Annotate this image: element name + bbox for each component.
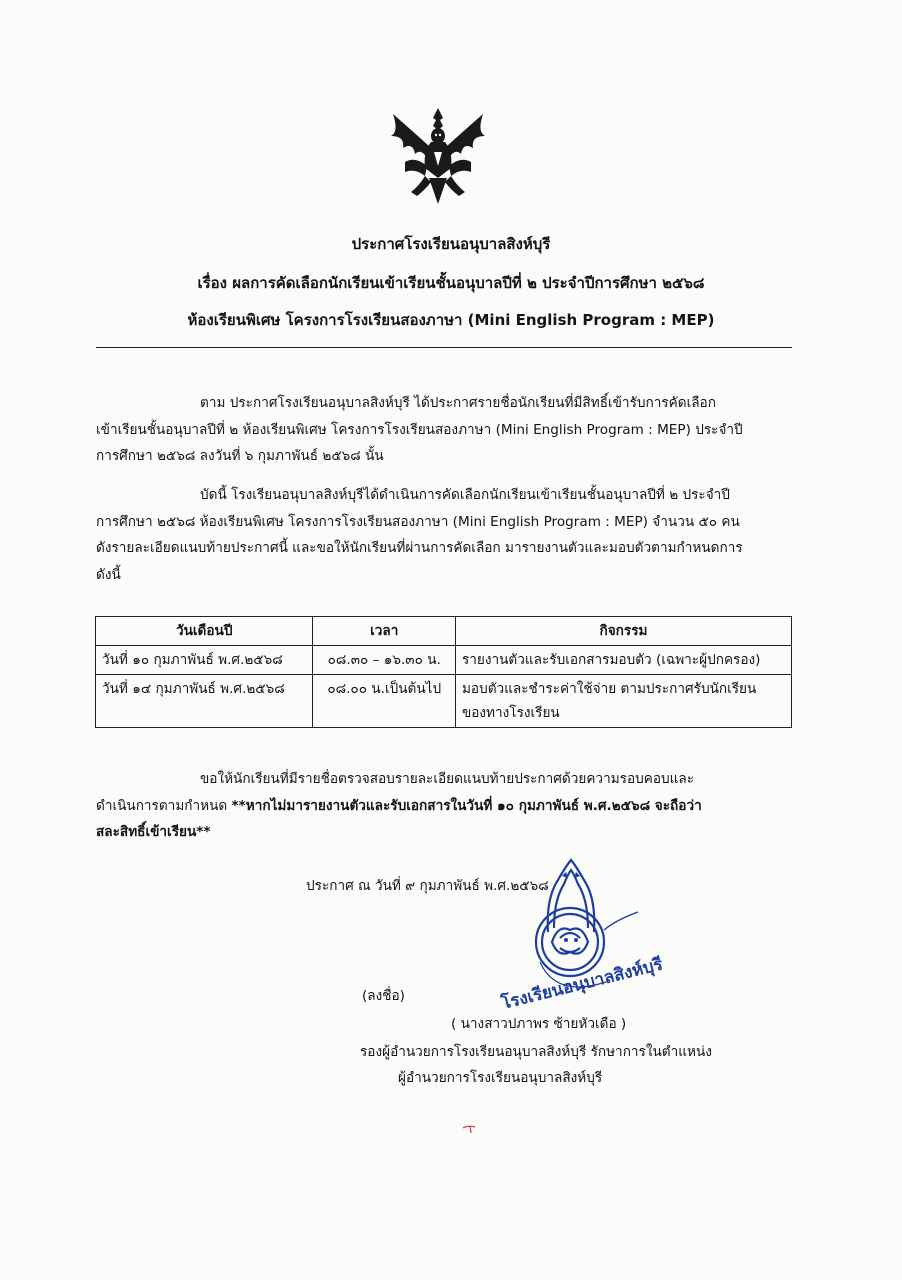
header-activity: กิจกรรม: [455, 617, 791, 646]
cell-activity: [455, 675, 791, 728]
header-time: เวลา: [313, 617, 455, 646]
paragraph-1-line: การศึกษา ๒๕๖๘ ลงวันที่ ๖ กุมภาพันธ์ ๒๕๖๘ นั้น: [96, 448, 384, 464]
paragraph-3-warning-text: **หากไม่มารายงานตัวและรับเอกสารในวันที่ ๑๐ กุมภาพันธ์ พ.ศ.๒๕๖๘ จะถือว่า: [231, 797, 702, 814]
announcement-title: ประกาศโรงเรียนอนุบาลสิงห์บุรี: [351, 235, 551, 253]
paragraph-2: [96, 482, 792, 588]
paragraph-2-line: ดังรายละเอียดแนบท้ายประกาศนี้ และขอให้นักเรียนที่ผ่านการคัดเลือก มารายงานตัวและมอบตัวตามกำหนดการ: [96, 540, 743, 556]
header-date: วันเดือนปี: [96, 617, 313, 646]
cell-activity-line: ของทางโรงเรียน: [461, 705, 560, 721]
paragraph-2-line: การศึกษา ๒๕๖๘ ห้องเรียนพิเศษ โครงการโรงเรียนสองภาษา (Mini English Program : MEP) จำนวน ๕๐ คน: [96, 513, 740, 530]
cell-date: วันที่ ๑๔ กุมภาพันธ์ พ.ศ.๒๕๖๘: [96, 675, 313, 728]
cell-date: วันที่ ๑๐ กุมภาพันธ์ พ.ศ.๒๕๖๘: [96, 646, 313, 675]
seal-text: โรงเรียนอนุบาลสิงห์บุรี: [499, 954, 665, 1014]
paragraph-2-line: ดังนี้: [96, 566, 121, 583]
schedule-table: [95, 616, 792, 728]
paragraph-1-line: ตาม ประกาศโรงเรียนอนุบาลสิงห์บุรี ได้ประกาศรายชื่อนักเรียนที่มีสิทธิ์เข้ารับการคัดเลือก: [200, 395, 716, 411]
paragraph-3-line: [96, 793, 792, 820]
table-header-row: [96, 617, 792, 646]
paragraph-3-line: ขอให้นักเรียนที่มีรายชื่อตรวจสอบรายละเอียดแนบท้ายประกาศด้วยความรอบคอบและ: [200, 771, 695, 787]
cell-activity: [455, 646, 791, 675]
cell-activity-line: มอบตัวและชำระค่าใช้จ่าย ตามประกาศรับนักเรียน: [461, 681, 757, 697]
red-pen-mark-icon: [462, 1122, 476, 1134]
sign-label: (ลงชื่อ): [362, 988, 405, 1004]
header-divider: [96, 347, 792, 348]
paragraph-3-normal-text: ดำเนินการตามกำหนด: [96, 797, 232, 814]
paragraph-3-warning-text: สละสิทธิ์เข้าเรียน**: [96, 824, 211, 840]
table-row: [96, 646, 792, 675]
announcement-subject: เรื่อง ผลการคัดเลือกนักเรียนเข้าเรียนชั้นอนุบาลปีที่ ๒ ประจำปีการศึกษา ๒๕๖๘: [197, 274, 705, 292]
signatory-name: ( นางสาวปภาพร ซ้ายหัวเดือ ): [451, 1016, 627, 1032]
signatory-position: รองผู้อำนวยการโรงเรียนอนุบาลสิงห์บุรี รักษาการในตำแหน่ง: [360, 1044, 712, 1060]
paragraph-2-line: บัดนี้ โรงเรียนอนุบาลสิงห์บุรีได้ดำเนินการคัดเลือกนักเรียนเข้าเรียนชั้นอนุบาลปีที่ ๒ ประจำปี: [200, 487, 730, 503]
announcement-program: ห้องเรียนพิเศษ โครงการโรงเรียนสองภาษา (Mini English Program : MEP): [187, 311, 715, 329]
paragraph-3: [96, 766, 792, 846]
table-row: [96, 675, 792, 728]
garuda-emblem-icon: [385, 106, 491, 206]
announce-date: ประกาศ ณ วันที่ ๙ กุมภาพันธ์ พ.ศ.๒๕๖๘: [306, 878, 549, 894]
paragraph-1-line: เข้าเรียนชั้นอนุบาลปีที่ ๒ ห้องเรียนพิเศษ โครงการโรงเรียนสองภาษา (Mini English Program : MEP) ประจำปี: [96, 421, 743, 438]
cell-activity-line: รายงานตัวและรับเอกสารมอบตัว (เฉพาะผู้ปกครอง): [461, 652, 761, 668]
paragraph-1: [96, 390, 792, 470]
cell-time: ๐๘.๓๐ – ๑๖.๓๐ น.: [313, 646, 455, 675]
paragraph-3-line: [96, 819, 792, 846]
signatory-position-2: ผู้อำนวยการโรงเรียนอนุบาลสิงห์บุรี: [398, 1070, 603, 1086]
cell-time: ๐๘.๐๐ น.เป็นต้นไป: [313, 675, 455, 728]
school-seal-icon: [496, 858, 665, 1014]
